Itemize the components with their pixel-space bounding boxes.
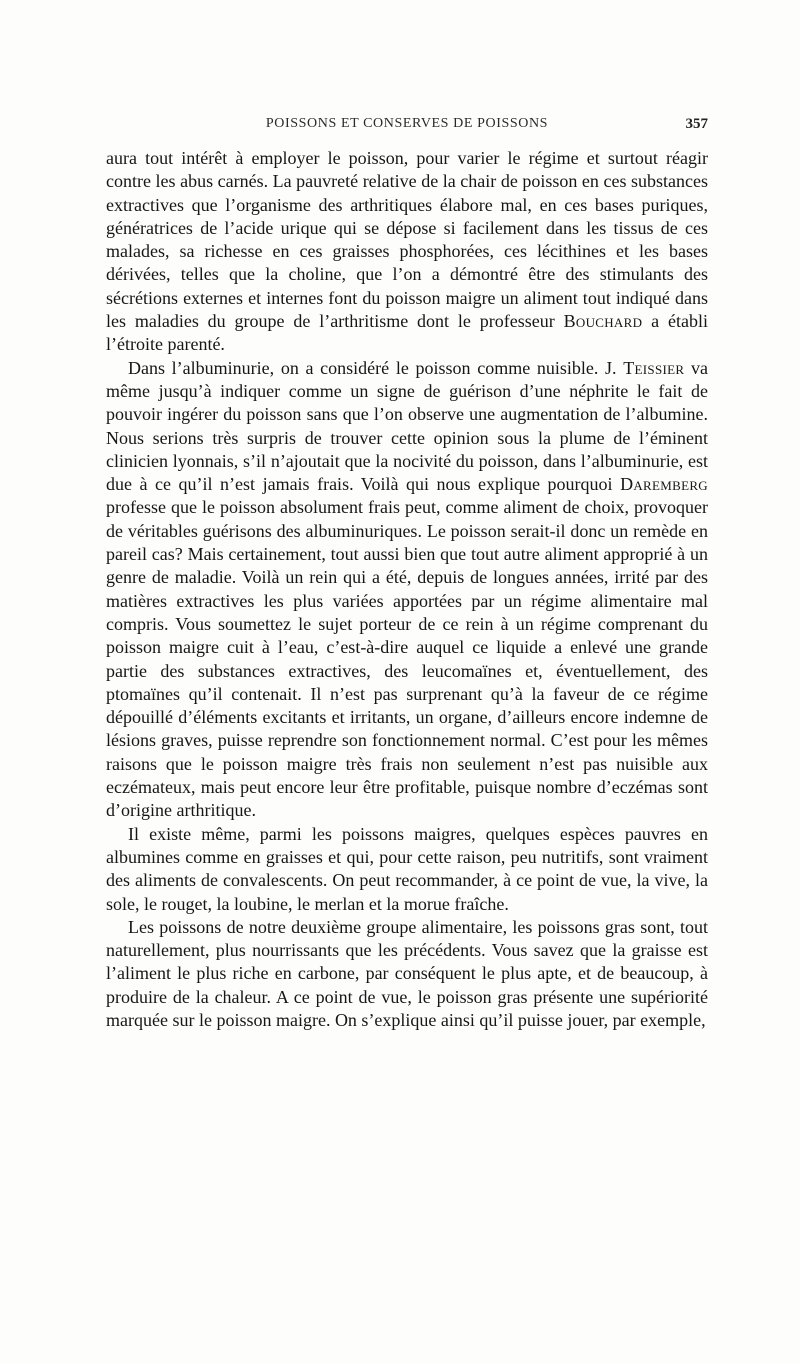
paragraph-4 bbox=[106, 916, 708, 1032]
paragraph-1 bbox=[106, 147, 708, 357]
paragraph-text: va même jusqu’à indiquer comme un signe de guérison d’une néphrite le fait de pouvoir ingérer du poisson sans que l’on observe une augmentation de l’albumine. Nous serions très surpris de trouver cette opinion sous la plume de l’éminent clinicien lyonnais, s’il n’ajoutait que la nocivité du poisson, dans l’albuminurie, est due à ce qu’il n’est jamais frais. Voilà qui nous explique pourquoi bbox=[106, 357, 709, 495]
paragraph-2 bbox=[106, 357, 708, 823]
paragraph-text: a établi l’étroite parenté. bbox=[106, 311, 708, 355]
paragraph-text: professe que le poisson absolument frais peut, comme aliment de choix, provoquer de véritables guérisons des albuminuriques. Le poisson serait-il donc un remède en pareil cas? Mais certainement, tout aussi bien que tout autre aliment approprié à un genre de maladie. Voilà un rein qui a été, depuis de longues années, irrité par des matières extractives les plus variées apportées par un régime alimentaire mal compris. Vous soumettez le sujet porteur de ce rein à un régime comprenant du poisson maigre cuit à l’eau, c’est-à-dire auquel ce liquide a enlevé une grande partie des substances extractives, des leucomaïnes et, éventuellement, des ptomaïnes qu’il contenait. Il n’est pas surprenant qu’à la faveur de ce régime dépouillé d’éléments excitants et irritants, un organe, d’ailleurs encore indemne de lésions graves, puisse reprendre son fonctionnement normal. C’est pour les mêmes raisons que le poisson maigre très frais non seulement n’est pas nuisible aux eczémateux, mais peut encore leur être profitable, puisque nombre d’eczémas sont d’origine arthritique. bbox=[106, 497, 708, 821]
author-name-daremberg: Daremberg bbox=[620, 474, 708, 495]
running-head bbox=[106, 116, 708, 138]
running-title: POISSONS ET CONSERVES DE POISSONS bbox=[265, 116, 549, 131]
paragraph-3 bbox=[106, 823, 708, 916]
author-name-bouchard: Bouchard bbox=[563, 311, 643, 332]
paragraph-text: Dans l’albuminurie, on a considéré le poisson comme nuisible. J. bbox=[128, 357, 624, 378]
paragraph-text: Il existe même, parmi les poissons maigres, quelques espèces pauvres en albumines comme en graisses et qui, pour cette raison, peu nutritifs, sont vraiment des aliments de convalescents. On peut recommander, à ce point de vue, la vive, la sole, le rouget, la loubine, le merlan et la morue fraîche. bbox=[106, 823, 708, 914]
text-body bbox=[106, 147, 708, 1032]
paragraph-text: aura tout intérêt à employer le poisson, pour varier le régime et surtout réagir contre les abus carnés. La pauvreté relative de la chair de poisson en ces substances extractives que l’organisme des arthritiques élabore mal, en ces bases puriques, génératrices de l’acide urique qui se dépose si facilement dans les tissus de ces malades, sa richesse en ces graisses phosphorées, ces lécithines et les bases dérivées, telles que la choline, que l’on a démontré être des stimulants des sécrétions externes et internes font du poisson maigre un aliment tout indiqué dans les maladies du groupe de l’arthritisme dont le professeur bbox=[106, 148, 708, 332]
author-name-teissier: Teissier bbox=[623, 357, 685, 378]
paragraph-text: Les poissons de notre deuxième groupe alimentaire, les poissons gras sont, tout naturellement, plus nourrissants que les précédents. Vous savez que la graisse est l’aliment le plus riche en carbone, par conséquent le plus apte, et de beaucoup, à produire de la chaleur. A ce point de vue, le poisson gras présente une supériorité marquée sur le poisson maigre. On s’explique ainsi qu’il puisse jouer, par exemple, bbox=[106, 916, 708, 1030]
page-number: 357 bbox=[685, 116, 708, 132]
